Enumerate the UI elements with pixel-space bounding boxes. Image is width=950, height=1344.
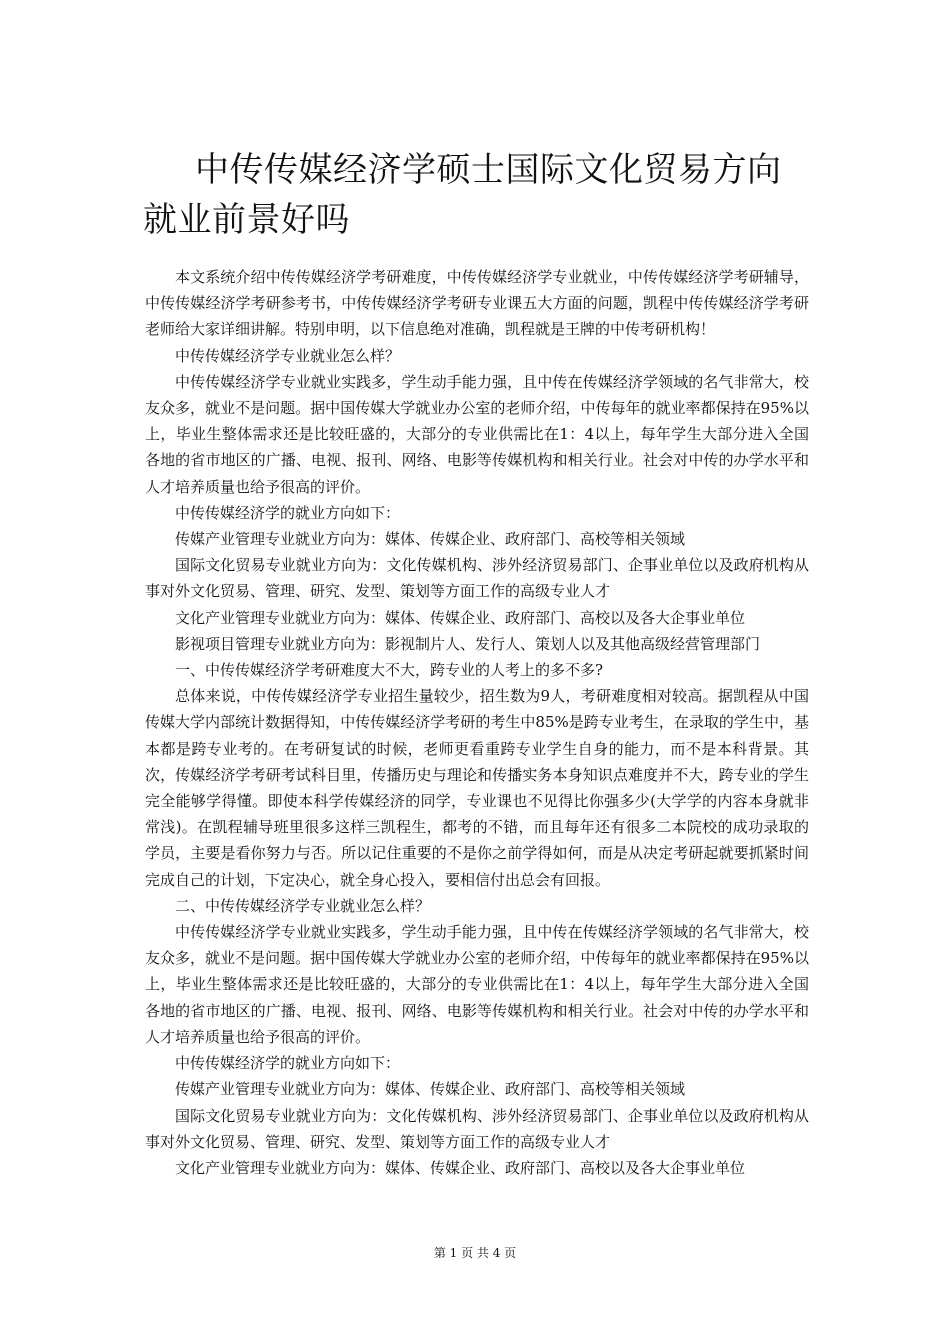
paragraph: 中传传媒经济学专业就业实践多，学生动手能力强，且中传在传媒经济学领域的名气非常大，校友众多，就业不是问题。据中国传媒大学就业办公室的老师介绍，中传每年的就业率都保持在95%以上，毕业生整体需求还是比较旺盛的，大部分的专业供需比在1：4以上，每年学生大部分进入全国各地的省市地区的广播、电视、报刊、网络、电影等传媒机构和相关行业。社会对中传的办学水平和人才培养质量也给予很高的评价。 [145,372,809,496]
paragraph: 传媒产业管理专业就业方向为：媒体、传媒企业、政府部门、高校等相关领域 [175,1080,686,1099]
paragraph: 国际文化贸易专业就业方向为：文化传媒机构、涉外经济贸易部门、企事业单位以及政府机构从事对外文化贸易、管理、研究、发型、策划等方面工作的高级专业人才 [145,1106,809,1151]
paragraph: 本文系统介绍中传传媒经济学考研难度，中传传媒经济学专业就业，中传传媒经济学考研辅导，中传传媒经济学考研参考书，中传传媒经济学考研专业课五大方面的问题，凯程中传传媒经济学考研老师给大家详细讲解。特别申明，以下信息绝对准确，凯程就是王牌的中传考研机构！ [145,268,809,339]
paragraph: 中传传媒经济学专业就业怎么样？ [175,346,401,365]
paragraph: 文化产业管理专业就业方向为：媒体、传媒企业、政府部门、高校以及各大企事业单位 [175,608,746,627]
paragraph: 总体来说，中传传媒经济学专业招生量较少，招生数为9人，考研难度相对较高。据凯程从中国传媒大学内部统计数据得知，中传传媒经济学考研的考生中85%是跨专业考生，在录取的学生中，基本都是跨专业考的。在考研复试的时候，老师更看重跨专业学生自身的能力，而不是本科背景。其次，传媒经济学考研考试科目里，传播历史与理论和传播实务本身知识点难度并不大，跨专业的学生完全能够学得懂。即使本科学传媒经济的同学，专业课也不见得比你强多少(大学学的内容本身就非常浅)。在凯程辅导班里很多这样三凯程生，都考的不错，而且每年还有很多二本院校的成功录取的学员，主要是看你努力与否。所以记住重要的不是你之前学得如何，而是从决定考研起就要抓紧时间完成自己的计划，下定决心，就全身心投入，要相信付出总会有回报。 [145,687,809,889]
section-heading: 一、中传传媒经济学考研难度大不大，跨专业的人考上的多不多? [175,661,604,680]
paragraph: 中传传媒经济学的就业方向如下： [175,503,401,522]
paragraph: 中传传媒经济学的就业方向如下： [175,1054,401,1073]
document-title: 中传传媒经济学硕士国际文化贸易方向就业前景好吗 [143,150,782,240]
document-body [145,264,809,1181]
paragraph: 传媒产业管理专业就业方向为：媒体、传媒企业、政府部门、高校等相关领域 [175,530,686,549]
paragraph: 文化产业管理专业就业方向为：媒体、传媒企业、政府部门、高校以及各大企事业单位 [175,1158,746,1177]
paragraph: 中传传媒经济学专业就业实践多，学生动手能力强，且中传在传媒经济学领域的名气非常大，校友众多，就业不是问题。据中国传媒大学就业办公室的老师介绍，中传每年的就业率都保持在95%以上，毕业生整体需求还是比较旺盛的，大部分的专业供需比在1：4以上，每年学生大部分进入全国各地的省市地区的广播、电视、报刊、网络、电影等传媒机构和相关行业。社会对中传的办学水平和人才培养质量也给予很高的评价。 [145,923,809,1046]
paragraph: 影视项目管理专业就业方向为：影视制片人、发行人、策划人以及其他高级经营管理部门 [175,634,761,653]
paragraph: 国际文化贸易专业就业方向为：文化传媒机构、涉外经济贸易部门、企事业单位以及政府机构从事对外文化贸易、管理、研究、发型、策划等方面工作的高级专业人才 [145,556,809,601]
page-footer: 第 1 页 共 4 页 [433,1246,517,1260]
section-heading: 二、中传传媒经济学专业就业怎么样？ [175,896,431,915]
